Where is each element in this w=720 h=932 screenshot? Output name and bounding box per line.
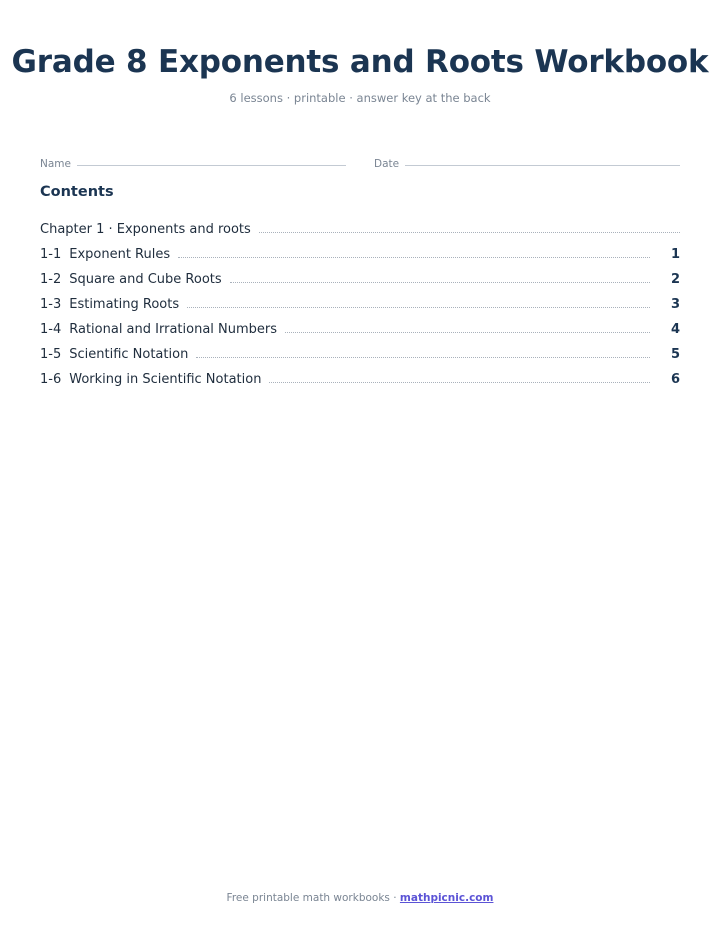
toc-lesson-number: 1-2 xyxy=(40,272,62,287)
toc-lesson-number: 1-1 xyxy=(40,247,62,262)
name-field[interactable] xyxy=(40,156,346,170)
toc-leader xyxy=(269,382,650,383)
toc-lesson-number: 1-4 xyxy=(40,322,62,337)
date-line[interactable] xyxy=(405,165,680,166)
toc-chapter-row xyxy=(40,219,680,237)
toc-lesson-title: Square and Cube Roots xyxy=(69,272,222,287)
date-label: Date xyxy=(374,158,400,170)
toc-leader xyxy=(196,357,650,358)
toc-lesson-title: Rational and Irrational Numbers xyxy=(69,322,278,337)
footer-text: Free printable math workbooks · xyxy=(226,892,400,904)
toc-page-number: 1 xyxy=(670,247,680,262)
toc-lesson-row[interactable] xyxy=(40,319,680,337)
name-label: Name xyxy=(40,158,71,170)
toc-lesson-title: Scientific Notation xyxy=(69,347,189,362)
toc-leader xyxy=(285,332,650,333)
toc-lesson-number: 1-3 xyxy=(40,297,62,312)
toc-leader xyxy=(259,232,680,233)
toc-lesson-row[interactable] xyxy=(40,294,680,312)
contents-heading: Contents xyxy=(40,184,114,200)
toc-leader xyxy=(230,282,650,283)
toc-chapter-label: Chapter 1 · Exponents and roots xyxy=(40,222,251,237)
toc-page-number: 4 xyxy=(670,322,680,337)
toc-page-number: 5 xyxy=(670,347,680,362)
date-field[interactable] xyxy=(374,156,680,170)
toc-page-number: 2 xyxy=(670,272,680,287)
name-line[interactable] xyxy=(77,165,346,166)
toc-page-number: 6 xyxy=(670,372,680,387)
toc-lesson-title: Working in Scientific Notation xyxy=(69,372,262,387)
toc-lesson-row[interactable] xyxy=(40,244,680,262)
toc-lesson-number: 1-5 xyxy=(40,347,62,362)
toc-lesson-title: Exponent Rules xyxy=(69,247,171,262)
toc-lesson-title: Estimating Roots xyxy=(69,297,180,312)
toc-lesson-row[interactable] xyxy=(40,344,680,362)
toc-leader xyxy=(178,257,650,258)
toc-leader xyxy=(187,307,650,308)
toc-lesson-row[interactable] xyxy=(40,369,680,387)
toc-lesson-number: 1-6 xyxy=(40,372,62,387)
page-subtitle: 6 lessons · printable · answer key at the back xyxy=(229,91,491,105)
toc-page-number: 3 xyxy=(670,297,680,312)
footer-link[interactable]: mathpicnic.com xyxy=(399,892,494,904)
toc-lesson-row[interactable] xyxy=(40,269,680,287)
page-title: Grade 8 Exponents and Roots Workbook xyxy=(11,44,709,80)
footer xyxy=(0,892,720,904)
